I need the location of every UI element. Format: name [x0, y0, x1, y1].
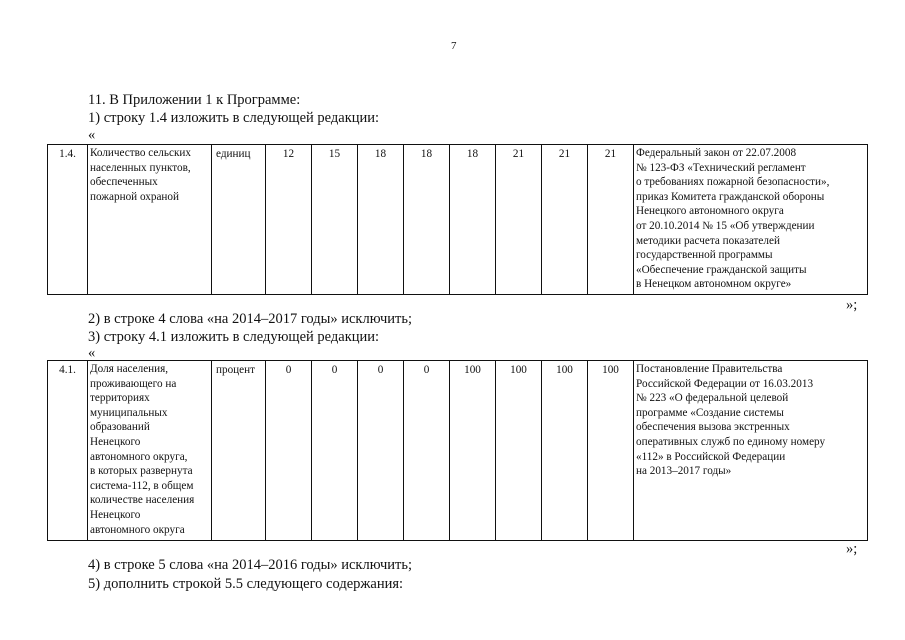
legal-basis [634, 361, 868, 541]
value-cell: 21 [588, 145, 634, 295]
text-line: № 123-ФЗ «Технический регламент [636, 161, 806, 174]
value-cell: 0 [358, 361, 404, 541]
indicator-name [88, 361, 212, 541]
value-cell: 0 [404, 361, 450, 541]
text-line: муниципальных [90, 406, 168, 419]
value-cell: 18 [450, 145, 496, 295]
row-1-4-table [47, 144, 868, 295]
text-line: автономного округа, [90, 450, 188, 463]
indicator-name [88, 145, 212, 295]
text-line: Ненецкого [90, 435, 141, 448]
item-4-text: 4) в строке 5 слова «на 2014–2016 годы» исключить; [88, 557, 413, 573]
open-quote-1: « [88, 127, 96, 143]
text-line: на 2013–2017 годы» [636, 465, 732, 478]
text-line: обеспечения вызова экстренных [636, 421, 790, 434]
item-1-text: 1) строку 1.4 изложить в следующей редакции: [88, 110, 380, 126]
text-line: в которых развернута [90, 465, 193, 478]
text-line: № 223 «О федеральной целевой [636, 392, 789, 405]
page-number: 7 [451, 40, 457, 52]
text-line: пожарной охраной [90, 190, 179, 203]
close-quote-1: »; [846, 297, 858, 313]
unit-of-measure: процент [212, 361, 266, 541]
text-line: от 20.10.2014 № 15 «Об утверждении [636, 219, 815, 232]
text-line: приказ Комитета гражданской обороны [636, 190, 825, 203]
legal-basis [634, 145, 868, 295]
value-cell: 100 [450, 361, 496, 541]
text-line: о требованиях пожарной безопасности», [636, 176, 830, 189]
text-line: государственной программы [636, 249, 773, 262]
text-line: количестве населения [90, 494, 195, 507]
text-line: обеспеченных [90, 176, 158, 189]
text-line: Постановление Правительства [636, 363, 783, 375]
text-line: «Обеспечение гражданской защиты [636, 263, 807, 276]
text-line: населенных пунктов, [90, 161, 191, 174]
text-line: образований [90, 421, 150, 434]
value-cell: 18 [358, 145, 404, 295]
value-cell: 12 [266, 145, 312, 295]
text-line: оперативных служб по единому номеру [636, 435, 826, 448]
unit-of-measure: единиц [212, 145, 266, 295]
row-code: 4.1. [48, 361, 88, 541]
value-cell: 21 [496, 145, 542, 295]
value-cell: 21 [542, 145, 588, 295]
text-line: «112» в Российской Федерации [636, 450, 786, 463]
text-line: методики расчета показателей [636, 234, 780, 247]
item-3-text: 3) строку 4.1 изложить в следующей редакции: [88, 329, 380, 345]
text-line: Ненецкого [90, 508, 141, 521]
value-cell: 100 [542, 361, 588, 541]
text-line: в Ненецком автономном округе» [636, 278, 792, 291]
text-line: Количество сельских [90, 147, 191, 159]
item-5-text: 5) дополнить строкой 5.5 следующего содержания: [88, 576, 404, 592]
text-line: проживающего на [90, 377, 177, 390]
value-cell: 0 [266, 361, 312, 541]
value-cell: 0 [312, 361, 358, 541]
row-4-1-table [47, 360, 868, 541]
close-quote-2: »; [846, 541, 858, 557]
text-line: система-112, в общем [90, 479, 194, 492]
value-cell: 100 [588, 361, 634, 541]
section-11-heading: 11. В Приложении 1 к Программе: [88, 92, 301, 108]
value-cell: 18 [404, 145, 450, 295]
item-2-text: 2) в строке 4 слова «на 2014–2017 годы» исключить; [88, 311, 413, 327]
value-cell: 100 [496, 361, 542, 541]
text-line: Ненецкого автономного округа [636, 205, 784, 218]
row-code: 1.4. [48, 145, 88, 295]
value-cell: 15 [312, 145, 358, 295]
text-line: Доля населения, [90, 363, 169, 375]
text-line: Российской Федерации от 16.03.2013 [636, 377, 814, 390]
open-quote-2: « [88, 345, 96, 361]
text-line: территориях [90, 392, 150, 405]
text-line: Федеральный закон от 22.07.2008 [636, 147, 797, 159]
text-line: автономного округа [90, 523, 185, 536]
text-line: программе «Создание системы [636, 406, 784, 419]
